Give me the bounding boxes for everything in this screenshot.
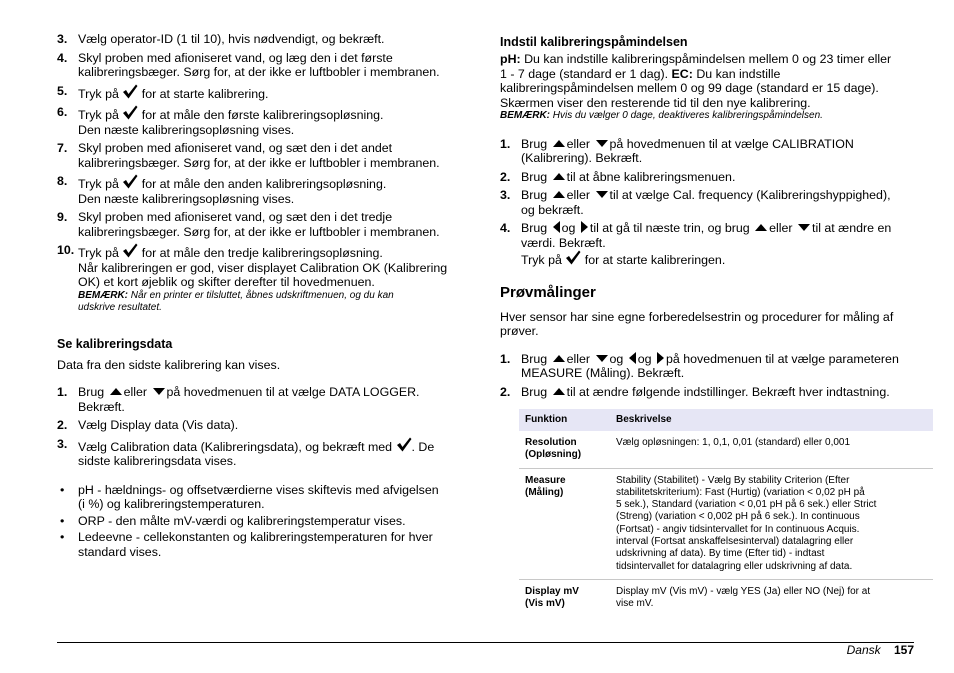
right-column xyxy=(500,35,915,617)
step-number: 1. xyxy=(500,351,511,366)
step-8 xyxy=(57,174,469,206)
step-text: eller xyxy=(566,188,591,202)
step-text: Tryk på xyxy=(78,86,119,101)
page-footer xyxy=(847,643,914,657)
step-number: 7. xyxy=(57,141,68,155)
step-number: 3. xyxy=(500,188,511,202)
step-text: . De xyxy=(411,439,435,454)
cell-text: Vælg opløsningen: 1, 0,1, 0,01 (standard) eller 0,001 xyxy=(616,437,851,448)
table-header-row xyxy=(519,409,933,431)
up-arrow-icon xyxy=(553,388,565,395)
note-label: BEMÆRK: xyxy=(78,289,128,301)
right-arrow-icon xyxy=(657,352,664,364)
table-row xyxy=(519,579,933,616)
note-label: BEMÆRK: xyxy=(500,110,550,121)
checkmark-icon xyxy=(565,250,581,265)
step-5 xyxy=(57,84,469,102)
step-text: (Kalibrering). Bekræft. xyxy=(521,151,643,165)
checkmark-icon xyxy=(122,174,138,189)
note-text: Når en printer er tilsluttet, åbnes udskriftmenuen, og du kan xyxy=(130,289,394,301)
step-text: Den næste kalibreringsopløsning vises. xyxy=(78,191,295,206)
cell-text: (Måling) xyxy=(525,486,564,498)
page-number: 157 xyxy=(893,643,914,657)
down-arrow-icon xyxy=(596,191,608,198)
table-row xyxy=(519,468,933,579)
step-text: til at ændre følgende indstillinger. Bekræft hver indtastning. xyxy=(566,384,890,399)
left-column xyxy=(57,32,469,561)
step-10 xyxy=(57,243,469,315)
reminder-line: kalibreringspåmindelsen mellem 0 og 99 dage (standard er 15 dage). xyxy=(500,81,879,95)
step-text: og xyxy=(561,221,576,235)
cell-text: 5 sek.), Standard (variation < 0,01 pH på 6 sek.) eller Strict xyxy=(616,499,877,511)
measure-step-1 xyxy=(500,352,915,381)
step-text: Skyl proben med afioniseret vand, og læg den i det første xyxy=(78,50,393,65)
step-number: 8. xyxy=(57,174,68,188)
cell-text: stabilitetskriterium): Fast (Hurtig) (variation < 0,02 pH på xyxy=(616,486,865,498)
step-number: 2. xyxy=(500,384,511,399)
function-cell xyxy=(519,431,610,468)
cell-text: (Opløsning) xyxy=(525,449,582,461)
reminder-step-3 xyxy=(500,188,915,217)
step-text: sidste kalibreringsdata vises. xyxy=(78,454,237,468)
step-text: for at starte kalibrering. xyxy=(141,86,269,101)
step-number: 6. xyxy=(57,105,68,119)
see-calib-step-2 xyxy=(57,418,469,433)
up-arrow-icon xyxy=(110,388,122,395)
checkmark-icon xyxy=(122,84,138,99)
step-text: for at måle den anden kalibreringsopløsning. xyxy=(141,177,387,191)
step-9 xyxy=(57,210,469,239)
note-text: udskrive resultatet. xyxy=(78,302,162,313)
reminder-line: Du kan indstille kalibreringspåmindelsen mellem 0 og 23 timer eller xyxy=(524,52,892,66)
right-arrow-icon xyxy=(581,221,588,233)
step-text: Brug xyxy=(78,385,105,399)
cell-text: udskrivning af data). By time (Efter tid) - indtast xyxy=(616,548,825,560)
calibration-data-list xyxy=(57,483,469,560)
left-arrow-icon xyxy=(629,352,636,364)
section-heading-reminder: Indstil kalibreringspåmindelsen xyxy=(500,35,688,49)
down-arrow-icon xyxy=(596,140,608,147)
section-heading-measurements: Prøvmålinger xyxy=(500,283,596,301)
reminder-line: Du kan indstille xyxy=(696,66,781,81)
step-text: på hovedmenuen til at vælge parameteren xyxy=(666,351,899,366)
step-text: til at åbne kalibreringsmenuen. xyxy=(566,169,736,184)
step-text: Vælg Display data (Vis data). xyxy=(78,418,239,432)
intro-line: Hver sensor har sine egne forberedelsestrin og procedurer for måling af xyxy=(500,309,894,324)
description-cell xyxy=(610,468,933,579)
measure-intro xyxy=(500,310,915,339)
column-header-description: Beskrivelse xyxy=(610,409,933,431)
cell-text: Stability (Stabilitet) - Vælg By stability Criterion (Efter xyxy=(616,474,850,486)
footer-divider xyxy=(57,642,914,643)
footer-language: Dansk xyxy=(846,643,881,657)
list-text: Ledeevne - cellekonstanten og kalibreringstemperaturen for hver xyxy=(78,530,433,544)
step-number: 1. xyxy=(57,385,68,399)
see-calib-step-1 xyxy=(57,385,469,414)
up-arrow-icon xyxy=(553,173,565,180)
step-number: 2. xyxy=(57,418,68,432)
up-arrow-icon xyxy=(553,355,565,362)
left-arrow-icon xyxy=(553,221,560,233)
reminder-step-2 xyxy=(500,170,915,185)
reminder-text xyxy=(500,52,915,110)
down-arrow-icon xyxy=(153,388,165,395)
step-number: 4. xyxy=(57,50,68,65)
step-text: Vælg Calibration data (Kalibreringsdata), og bekræft med xyxy=(78,439,393,454)
step-text: Bekræft. xyxy=(78,399,125,414)
down-arrow-icon xyxy=(798,224,810,231)
intro-line: prøver. xyxy=(500,324,539,338)
settings-table xyxy=(519,409,933,617)
step-text: til at ændre en xyxy=(812,221,892,235)
note xyxy=(78,290,469,315)
step-text: kalibreringsbæger. Sørg for, at der ikke er luftbobler i membranen. xyxy=(78,224,440,239)
step-text: og xyxy=(637,351,652,366)
step-text: Tryk på xyxy=(78,108,119,122)
list-item xyxy=(57,530,469,559)
cell-text: Resolution xyxy=(525,437,577,448)
reminder-step-1 xyxy=(500,137,915,166)
cell-text: Measure xyxy=(525,474,566,486)
measure-step-2 xyxy=(500,385,915,400)
step-4 xyxy=(57,51,469,80)
description-cell xyxy=(610,431,933,468)
section-intro: Data fra den sidste kalibrering kan vises. xyxy=(57,357,281,372)
description-cell xyxy=(610,579,933,616)
step-text: til at gå til næste trin, og brug xyxy=(589,221,750,235)
up-arrow-icon xyxy=(755,224,767,231)
step-text: Skyl proben med afioniseret vand, og sæt den i det andet xyxy=(78,141,393,155)
reminder-step-4 xyxy=(500,221,915,268)
cell-text: (Vis mV) xyxy=(525,598,565,610)
step-number: 10. xyxy=(57,243,75,257)
list-item xyxy=(57,514,469,529)
cell-text: (Streng) (variation < 0,002 pH på 6 sek.). In continuous xyxy=(616,511,860,523)
step-number: 9. xyxy=(57,210,68,224)
step-text: eller xyxy=(566,351,591,366)
step-text: Når kalibreringen er god, viser displayet Calibration OK (Kalibrering xyxy=(78,260,448,275)
cell-text: tidsintervallet for datalagring eller udskrivning af data. xyxy=(616,560,853,572)
step-text: Den næste kalibreringsopløsning vises. xyxy=(78,122,295,137)
cell-text: Display mV xyxy=(525,585,579,597)
step-text: Brug xyxy=(521,351,548,366)
step-text: MEASURE (Måling). Bekræft. xyxy=(521,366,685,380)
step-number: 5. xyxy=(57,83,68,98)
step-text: eller xyxy=(769,221,793,235)
list-text: pH - hældnings- og offsetværdierne vises skiftevis med afvigelsen xyxy=(78,482,439,497)
list-text: (i %) og kalibreringstemperaturen. xyxy=(78,497,265,511)
step-text: Tryk på xyxy=(78,177,119,191)
ph-label: pH: xyxy=(500,52,521,66)
step-number: 1. xyxy=(500,136,511,151)
step-text: Tryk på xyxy=(78,246,119,260)
see-calib-step-3 xyxy=(57,437,469,469)
up-arrow-icon xyxy=(553,140,565,147)
step-text: kalibreringsbæger. Sørg for, at der ikke er luftbobler i membranen. xyxy=(78,155,440,170)
note-text: Hvis du vælger 0 dage, deaktiveres kalibreringspåmindelsen. xyxy=(552,110,823,121)
step-text: Tryk på xyxy=(521,253,562,267)
cell-text: (Fortsat) - angiv tidsintervallet for In continuous Acquis. xyxy=(616,523,860,535)
reminder-note xyxy=(500,110,915,123)
step-text: værdi. Bekræft. xyxy=(521,235,606,250)
step-text: på hovedmenuen til at vælge DATA LOGGER. xyxy=(166,385,420,399)
step-text: Brug xyxy=(521,221,548,235)
step-text: kalibreringsbæger. Sørg for, at der ikke er luftbobler i membranen. xyxy=(78,65,440,79)
step-text: Skyl proben med afioniseret vand, og sæt den i det tredje xyxy=(78,210,393,224)
function-cell xyxy=(519,468,610,579)
step-number: 3. xyxy=(57,436,68,451)
step-number: 2. xyxy=(500,169,511,184)
section-heading-see-calibration: Se kalibreringsdata xyxy=(57,336,173,351)
checkmark-icon xyxy=(396,437,412,452)
step-text: for at starte kalibreringen. xyxy=(584,253,726,267)
step-text: til at vælge Cal. frequency (Kalibreringshyppighed), xyxy=(609,188,891,202)
down-arrow-icon xyxy=(596,355,608,362)
column-header-function: Funktion xyxy=(519,409,610,431)
checkmark-icon xyxy=(122,105,138,120)
step-number: 3. xyxy=(57,32,68,46)
ec-label: EC: xyxy=(671,66,693,81)
step-text: for at måle den tredje kalibreringsopløsning. xyxy=(141,246,383,260)
step-text: og bekræft. xyxy=(521,202,584,217)
function-cell xyxy=(519,579,610,616)
step-text: Brug xyxy=(521,169,548,184)
step-text: Brug xyxy=(521,188,548,202)
table-row xyxy=(519,431,933,468)
step-text: Vælg operator-ID (1 til 10), hvis nødvendigt, og bekræft. xyxy=(78,32,385,46)
step-text: eller xyxy=(123,385,148,399)
list-text: ORP - den målte mV-værdi og kalibreringstemperatur vises. xyxy=(78,513,406,528)
step-3 xyxy=(57,32,469,47)
up-arrow-icon xyxy=(553,191,565,198)
step-text: eller xyxy=(566,136,591,151)
step-6 xyxy=(57,105,469,137)
cell-text: Display mV (Vis mV) - vælg YES (Ja) eller NO (Nej) for at xyxy=(616,585,871,597)
step-text: OK) et kort øjeblik og skifter derefter til hovedmenuen. xyxy=(78,275,375,289)
step-number: 4. xyxy=(500,221,511,235)
reminder-line: 1 - 7 dage (standard er 1 dag). xyxy=(500,66,669,81)
list-text: standard vises. xyxy=(78,544,162,559)
reminder-line: Skærmen viser den resterende tid til den nye kalibrering. xyxy=(500,95,811,110)
cell-text: interval (Fortsat anskaffelsesinterval) datalagring eller xyxy=(616,536,854,548)
step-text: Brug xyxy=(521,136,548,151)
step-text: Brug xyxy=(521,384,548,399)
cell-text: vise mV. xyxy=(616,598,654,610)
step-text: på hovedmenuen til at vælge CALIBRATION xyxy=(609,136,854,151)
step-text: og xyxy=(609,351,624,366)
step-text: for at måle den første kalibreringsopløsning. xyxy=(141,108,384,122)
checkmark-icon xyxy=(122,243,138,258)
list-item xyxy=(57,483,469,512)
step-7 xyxy=(57,141,469,170)
